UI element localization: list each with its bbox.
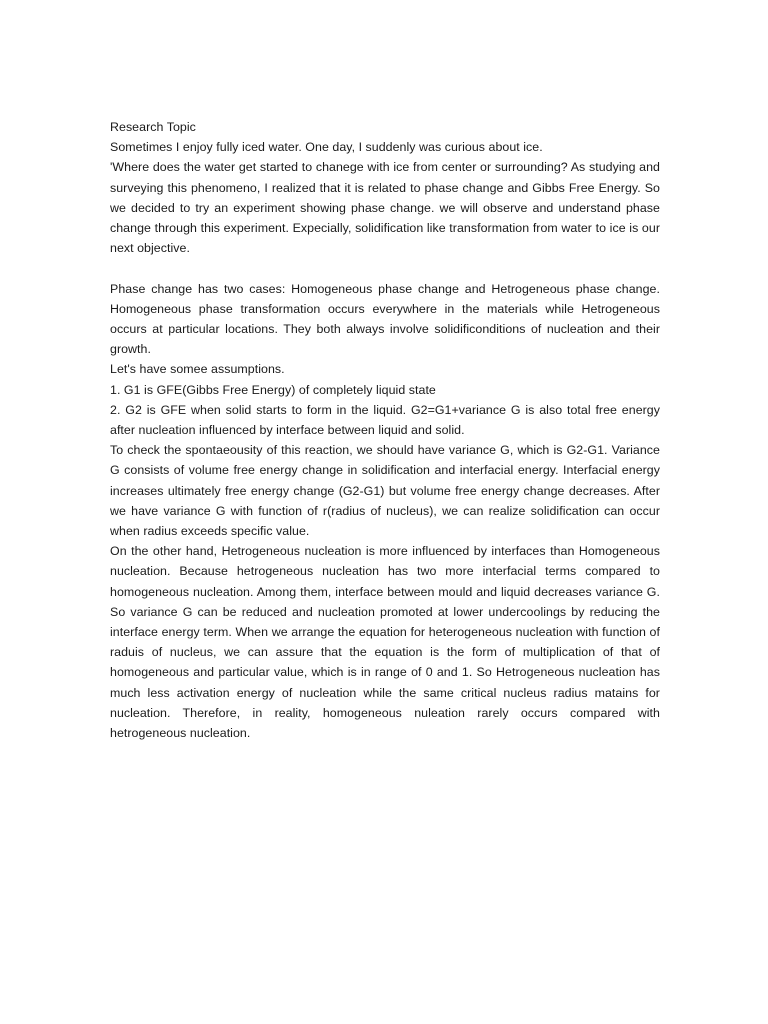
intro-paragraph: 'Where does the water get started to chanege with ice from center or surrounding? As studying and surveying this phenomeno, I realized that it is related to phase change and Gibbs Free Energy. So we decided to try an experiment showing phase change. we will observe and understand phase change through this experiment. Expecially, solidification like transformation from water to ice is our next objective. [110,160,660,256]
assumption-2: 2. G2 is GFE when solid starts to form in the liquid. G2=G1+variance G is also total free energy after nucleation influenced by interface between liquid and solid. [110,402,660,438]
phase-change-paragraph: Phase change has two cases: Homogeneous phase change and Hetrogeneous phase change. Homogeneous phase transformation occurs everywhere in the materials while Hetrogeneous occurs at particular locations. They both always involve solidificonditions of nucleation and their growth. [110,281,660,357]
heterogeneous-paragraph: On the other hand, Hetrogeneous nucleation is more influenced by interfaces than Homogeneous nucleation. Because hetrogeneous nucleation has two more interfacial terms compared to homogeneous nucleation. Among them, interface between mould and liquid decreases variance G. So variance G can be reduced and nucleation promoted at lower undercoolings by reducing the interface energy term. When we arrange the equation for heterogeneous nucleation with function of raduis of nucleus, we can assure that the equation is the form of multiplication of that of homogeneous and particular value, which is in range of 0 and 1. So Hetrogeneous nucleation has much less activation energy of nucleation while the same critical nucleus radius matains for nucleation. Therefore, in reality, homogeneous nuleation rarely occurs compared with hetrogeneous nucleation. [110,544,660,741]
spontaneity-paragraph: To check the spontaeousity of this reaction, we should have variance G, which is G2-G1. Variance G consists of volume free energy change in solidification and interfacial energy. Interfacial energy increases ultimately free energy change (G2-G1) but volume free energy change decreases. After we have variance G with function of r(radius of nucleus), we can realize solidification can occur when radius exceeds specific value. [110,443,660,539]
assumption-1: 1. G1 is GFE(Gibbs Free Energy) of completely liquid state [110,382,436,397]
document-heading: Research Topic [110,120,196,134]
document-body [110,117,660,743]
assumptions-intro: Let's have somee assumptions. [110,362,285,377]
paragraph-spacer [110,258,660,278]
intro-line: Sometimes I enjoy fully iced water. One day, I suddenly was curious about ice. [110,140,543,155]
